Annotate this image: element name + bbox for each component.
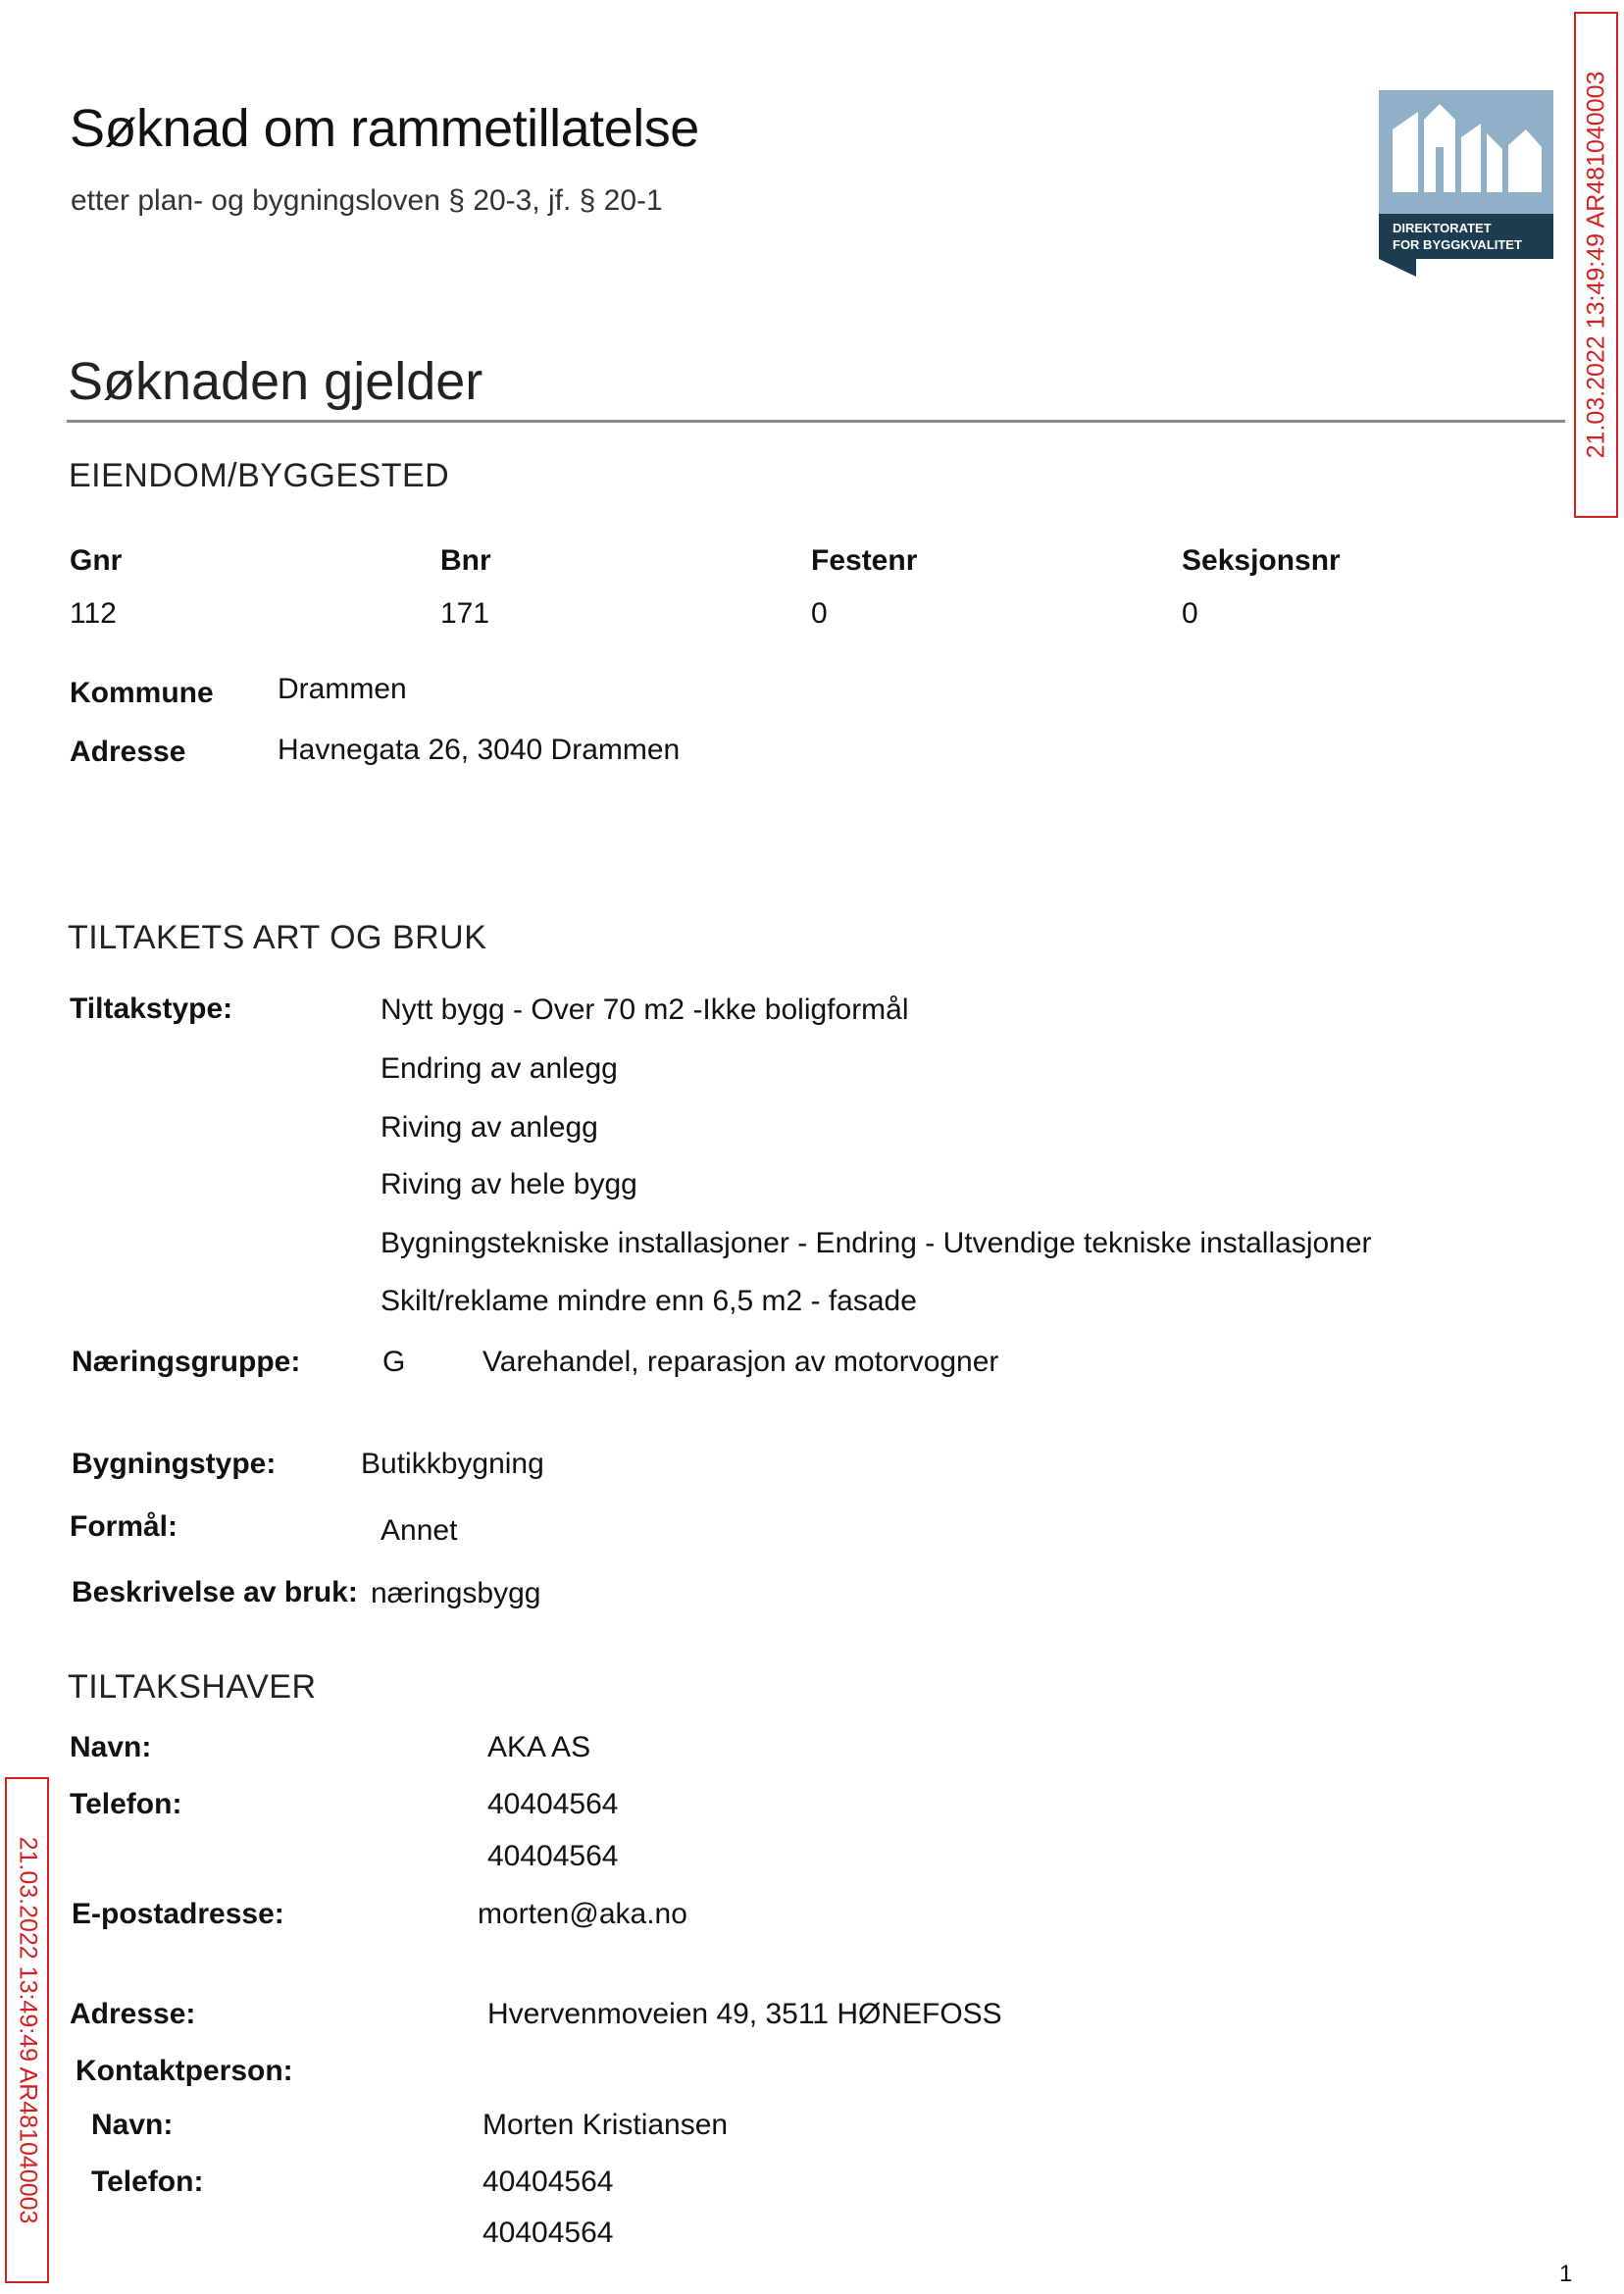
applicant-email-label: E-postadresse: [72, 1898, 284, 1930]
gnr-label: Gnr [70, 544, 123, 577]
page-number: 1 [1559, 2261, 1573, 2287]
adresse-label: Adresse [70, 736, 186, 768]
kommune-label: Kommune [70, 677, 214, 709]
applicant-heading: TILTAKSHAVER [68, 1668, 317, 1706]
applicant-name-label: Navn: [70, 1731, 152, 1763]
beskrivelse-label: Beskrivelse av bruk: [72, 1576, 358, 1608]
gnr-value: 112 [70, 597, 117, 630]
formal-value: Annet [381, 1514, 458, 1547]
logo-line-1: DIREKTORATET [1393, 221, 1492, 235]
received-stamp-left [5, 1777, 49, 2283]
festenr-label: Festenr [811, 544, 918, 577]
contact-person-label: Kontaktperson: [76, 2055, 293, 2087]
applicant-email-value: morten@aka.no [478, 1898, 687, 1930]
stamp-text: 21.03.2022 13:49:49 AR481040003 [14, 1836, 41, 2224]
naeringsgruppe-label: Næringsgruppe: [72, 1346, 301, 1378]
naeringsgruppe-text: Varehandel, reparasjon av motorvogner [482, 1346, 999, 1378]
applicant-address-label: Adresse: [70, 1998, 196, 2030]
section-title: Søknaden gjelder [68, 352, 483, 411]
property-heading: EIENDOM/BYGGESTED [69, 457, 450, 494]
tiltakstype-item: Skilt/reklame mindre enn 6,5 m2 - fasade [381, 1285, 917, 1317]
bygningstype-value: Butikkbygning [361, 1448, 544, 1480]
contact-name-label: Navn: [91, 2109, 174, 2141]
contact-phone-value: 40404564 [482, 2166, 614, 2198]
page-title: Søknad om rammetillatelse [70, 99, 699, 158]
bnr-value: 171 [440, 597, 490, 630]
bnr-label: Bnr [440, 544, 491, 577]
tiltakstype-label: Tiltakstype: [70, 993, 233, 1025]
contact-phone-label: Telefon: [91, 2166, 204, 2198]
seksjonsnr-label: Seksjonsnr [1182, 544, 1341, 577]
logo-line-2: FOR BYGGKVALITET [1393, 237, 1522, 252]
festenr-value: 0 [811, 597, 828, 630]
seksjonsnr-value: 0 [1182, 597, 1198, 630]
applicant-address-value: Hvervenmoveien 49, 3511 HØNEFOSS [487, 1998, 1002, 2030]
adresse-value: Havnegata 26, 3040 Drammen [278, 734, 681, 766]
dibk-logo [1379, 90, 1553, 277]
stamp-text: 21.03.2022 13:49:49 AR481040003 [1582, 71, 1609, 459]
naeringsgruppe-code: G [382, 1346, 406, 1378]
section-divider [67, 420, 1565, 423]
received-stamp-top [1574, 12, 1618, 518]
applicant-phone-value: 40404564 [487, 1788, 619, 1820]
tiltakstype-item: Endring av anlegg [381, 1052, 618, 1085]
beskrivelse-value: næringsbygg [371, 1577, 541, 1609]
contact-phone-value: 40404564 [482, 2217, 614, 2249]
tiltakstype-item: Bygningstekniske installasjoner - Endring - Utvendige tekniske installasjoner [381, 1227, 1372, 1259]
measure-heading: TILTAKETS ART OG BRUK [68, 919, 487, 956]
tiltakstype-item: Nytt bygg - Over 70 m2 -Ikke boligformål [381, 994, 909, 1026]
kommune-value: Drammen [278, 673, 407, 705]
page-subtitle: etter plan- og bygningsloven § 20-3, jf. § 20-1 [71, 184, 663, 217]
applicant-phone-value: 40404564 [487, 1840, 619, 1872]
tiltakstype-item: Riving av anlegg [381, 1111, 598, 1144]
applicant-name-value: AKA AS [487, 1731, 591, 1763]
contact-name-value: Morten Kristiansen [482, 2109, 729, 2141]
applicant-phone-label: Telefon: [70, 1788, 182, 1820]
tiltakstype-item: Riving av hele bygg [381, 1168, 637, 1200]
formal-label: Formål: [70, 1510, 178, 1543]
bygningstype-label: Bygningstype: [72, 1448, 277, 1480]
